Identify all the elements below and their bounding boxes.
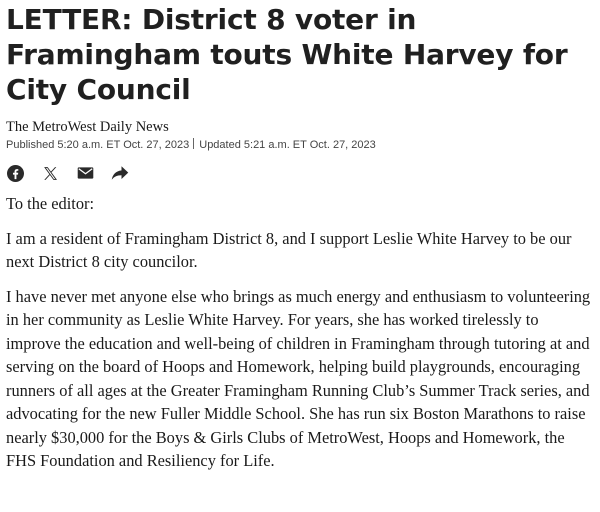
article-dates (6, 138, 594, 152)
date-separator (193, 138, 194, 149)
facebook-icon[interactable] (6, 164, 24, 182)
publication-name[interactable]: The MetroWest Daily News (6, 119, 169, 135)
email-icon[interactable] (76, 164, 94, 182)
article-headline: LETTER: District 8 voter in Framingham touts White Harvey for City Council (6, 3, 568, 106)
article-body (6, 192, 594, 473)
body-paragraph: I have never met anyone else who brings as much energy and enthusiasm to volunteering in her community as Leslie White Harvey. For years, she has worked tirelessly to improve the education and well-being of children in Framingham through tutoring at and serving on the board of Hoops and Homework, helping build playgrounds, encouraging runners of all ages at the Greater Framingham Running Club’s Summer Track series, and advocating for the new Fuller Middle School. She has run six Boston Marathons to raise nearly $30,000 for the Boys & Girls Clubs of MetroWest, Hoops and Homework, the FHS Foundation and Resiliency for Life. (6, 286, 591, 470)
share-bar (6, 164, 594, 182)
published-date: Published 5:20 a.m. ET Oct. 27, 2023 (6, 139, 190, 151)
article (6, 2, 594, 484)
share-icon[interactable] (111, 164, 129, 182)
body-paragraph: I am a resident of Framingham District 8, and I support Leslie White Harvey to be our next District 8 city councilor. (6, 228, 572, 271)
updated-date: Updated 5:21 a.m. ET Oct. 27, 2023 (199, 139, 376, 151)
x-icon[interactable] (41, 164, 59, 182)
greeting-paragraph: To the editor: (6, 194, 95, 213)
